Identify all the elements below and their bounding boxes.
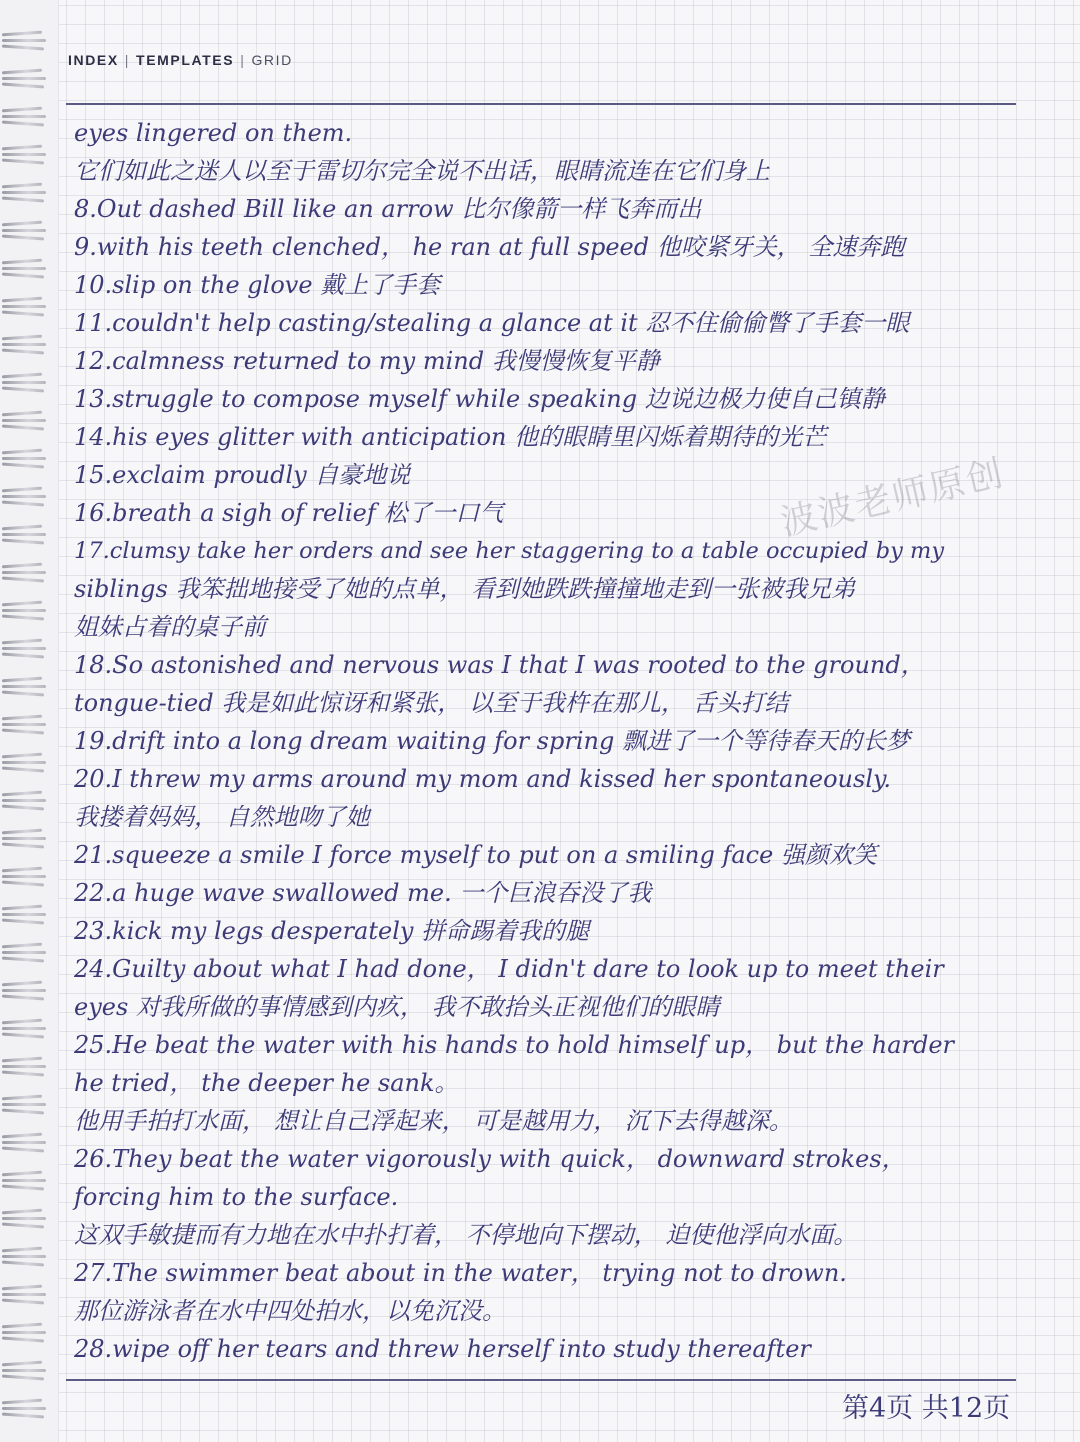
note-line: 22.a huge wave swallowed me. 一个巨浪吞没了我 — [74, 879, 652, 907]
note-line: 25.He beat the water with his hands to hold himself up， but the harder — [74, 1031, 955, 1059]
binding-ring — [2, 752, 46, 776]
binding-ring — [2, 1246, 46, 1270]
binding-ring — [2, 600, 46, 624]
breadcrumb-separator: | — [240, 52, 246, 68]
binding-ring — [2, 106, 46, 130]
note-line: 21.squeeze a smile I force myself to put on a smiling face 强颜欢笑 — [74, 841, 877, 869]
binding-ring — [2, 68, 46, 92]
breadcrumb-grid[interactable]: GRID — [251, 52, 293, 68]
note-line: 8.Out dashed Bill like an arrow 比尔像箭一样飞奔而出 — [74, 195, 702, 223]
page-number: 第4页 共12页 — [842, 1393, 1011, 1424]
note-line: 他用手拍打水面， 想让自己浮起来， 可是越用力， 沉下去得越深。 — [74, 1107, 793, 1135]
note-line: 18.So astonished and nervous was I that I was rooted to the ground， — [74, 651, 925, 679]
note-line: 12.calmness returned to my mind 我慢慢恢复平静 — [74, 347, 660, 375]
note-line: 姐妹占着的桌子前 — [74, 613, 266, 641]
note-line: forcing him to the surface. — [74, 1183, 399, 1211]
binding-ring — [2, 714, 46, 738]
binding-ring — [2, 486, 46, 510]
note-line: 20.I threw my arms around my mom and kissed her spontaneously. — [74, 765, 891, 793]
binding-ring — [2, 144, 46, 168]
binding-ring — [2, 866, 46, 890]
note-line: 23.kick my legs desperately 拼命踢着我的腿 — [74, 917, 590, 945]
bottom-rule — [66, 1379, 1016, 1381]
breadcrumb — [68, 52, 293, 68]
note-line: 28.wipe off her tears and threw herself into study thereafter — [74, 1335, 811, 1363]
binding-ring — [2, 904, 46, 928]
note-line: eyes lingered on them. — [74, 119, 353, 147]
binding-ring — [2, 942, 46, 966]
binding-ring — [2, 182, 46, 206]
binding-ring — [2, 1284, 46, 1308]
handwritten-notes — [74, 114, 1044, 1368]
spiral-binding — [0, 0, 59, 1442]
note-line: tongue-tied 我是如此惊讶和紧张， 以至于我杵在那儿， 舌头打结 — [74, 689, 789, 717]
note-line: eyes 对我所做的事情感到内疚， 我不敢抬头正视他们的眼睛 — [74, 993, 720, 1021]
binding-ring — [2, 524, 46, 548]
binding-ring — [2, 334, 46, 358]
binding-ring — [2, 562, 46, 586]
binding-ring — [2, 220, 46, 244]
binding-ring — [2, 296, 46, 320]
note-line: 9.with his teeth clenched， he ran at full speed 他咬紧牙关， 全速奔跑 — [74, 233, 905, 261]
note-line: 27.The swimmer beat about in the water， trying not to drown. — [74, 1259, 847, 1287]
breadcrumb-separator: | — [124, 52, 131, 68]
binding-ring — [2, 1018, 46, 1042]
breadcrumb-index[interactable]: INDEX — [68, 52, 119, 68]
binding-ring — [2, 1398, 46, 1422]
note-line: 15.exclaim proudly 自豪地说 — [74, 461, 411, 489]
note-line: 26.They beat the water vigorously with quick， downward strokes， — [74, 1145, 906, 1173]
binding-ring — [2, 638, 46, 662]
binding-ring — [2, 790, 46, 814]
note-line: 19.drift into a long dream waiting for spring 飘进了一个等待春天的长梦 — [74, 727, 910, 755]
note-line: 10.slip on the glove 戴上了手套 — [74, 271, 441, 299]
binding-ring — [2, 410, 46, 434]
binding-ring — [2, 1322, 46, 1346]
binding-ring — [2, 1056, 46, 1080]
note-line: 13.struggle to compose myself while speaking 边说边极力使自己镇静 — [74, 385, 885, 413]
note-line: 17.clumsy take her orders and see her staggering to a table occupied by my — [74, 538, 945, 564]
note-line: 它们如此之迷人以至于雷切尔完全说不出话，眼睛流连在它们身上 — [74, 157, 770, 185]
binding-ring — [2, 258, 46, 282]
top-rule — [66, 103, 1016, 105]
note-line: 那位游泳者在水中四处拍水，以免沉没。 — [74, 1297, 506, 1325]
note-line: 11.couldn't help casting/stealing a glance at it 忍不住偷偷瞥了手套一眼 — [74, 309, 910, 337]
note-line: 16.breath a sigh of relief 松了一口气 — [74, 499, 504, 527]
binding-ring — [2, 372, 46, 396]
watermark: 波波老师原创 — [776, 452, 1009, 545]
binding-ring — [2, 1208, 46, 1232]
note-line: 14.his eyes glitter with anticipation 他的眼睛里闪烁着期待的光芒 — [74, 423, 827, 451]
binding-ring — [2, 980, 46, 1004]
binding-ring — [2, 1094, 46, 1118]
note-line: 我搂着妈妈， 自然地吻了她 — [74, 803, 370, 831]
binding-ring — [2, 1360, 46, 1384]
binding-ring — [2, 1132, 46, 1156]
binding-ring — [2, 1170, 46, 1194]
note-line: 这双手敏捷而有力地在水中扑打着， 不停地向下摆动， 迫使他浮向水面。 — [74, 1221, 858, 1249]
binding-ring — [2, 30, 46, 54]
note-line: 24.Guilty about what I had done， I didn't dare to look up to meet their — [74, 955, 944, 983]
binding-ring — [2, 676, 46, 700]
binding-ring — [2, 448, 46, 472]
breadcrumb-templates[interactable]: TEMPLATES — [136, 52, 235, 68]
binding-ring — [2, 828, 46, 852]
note-line: he tried， the deeper he sank。 — [74, 1069, 459, 1097]
note-line: siblings 我笨拙地接受了她的点单， 看到她跌跌撞撞地走到一张被我兄弟 — [74, 575, 856, 603]
